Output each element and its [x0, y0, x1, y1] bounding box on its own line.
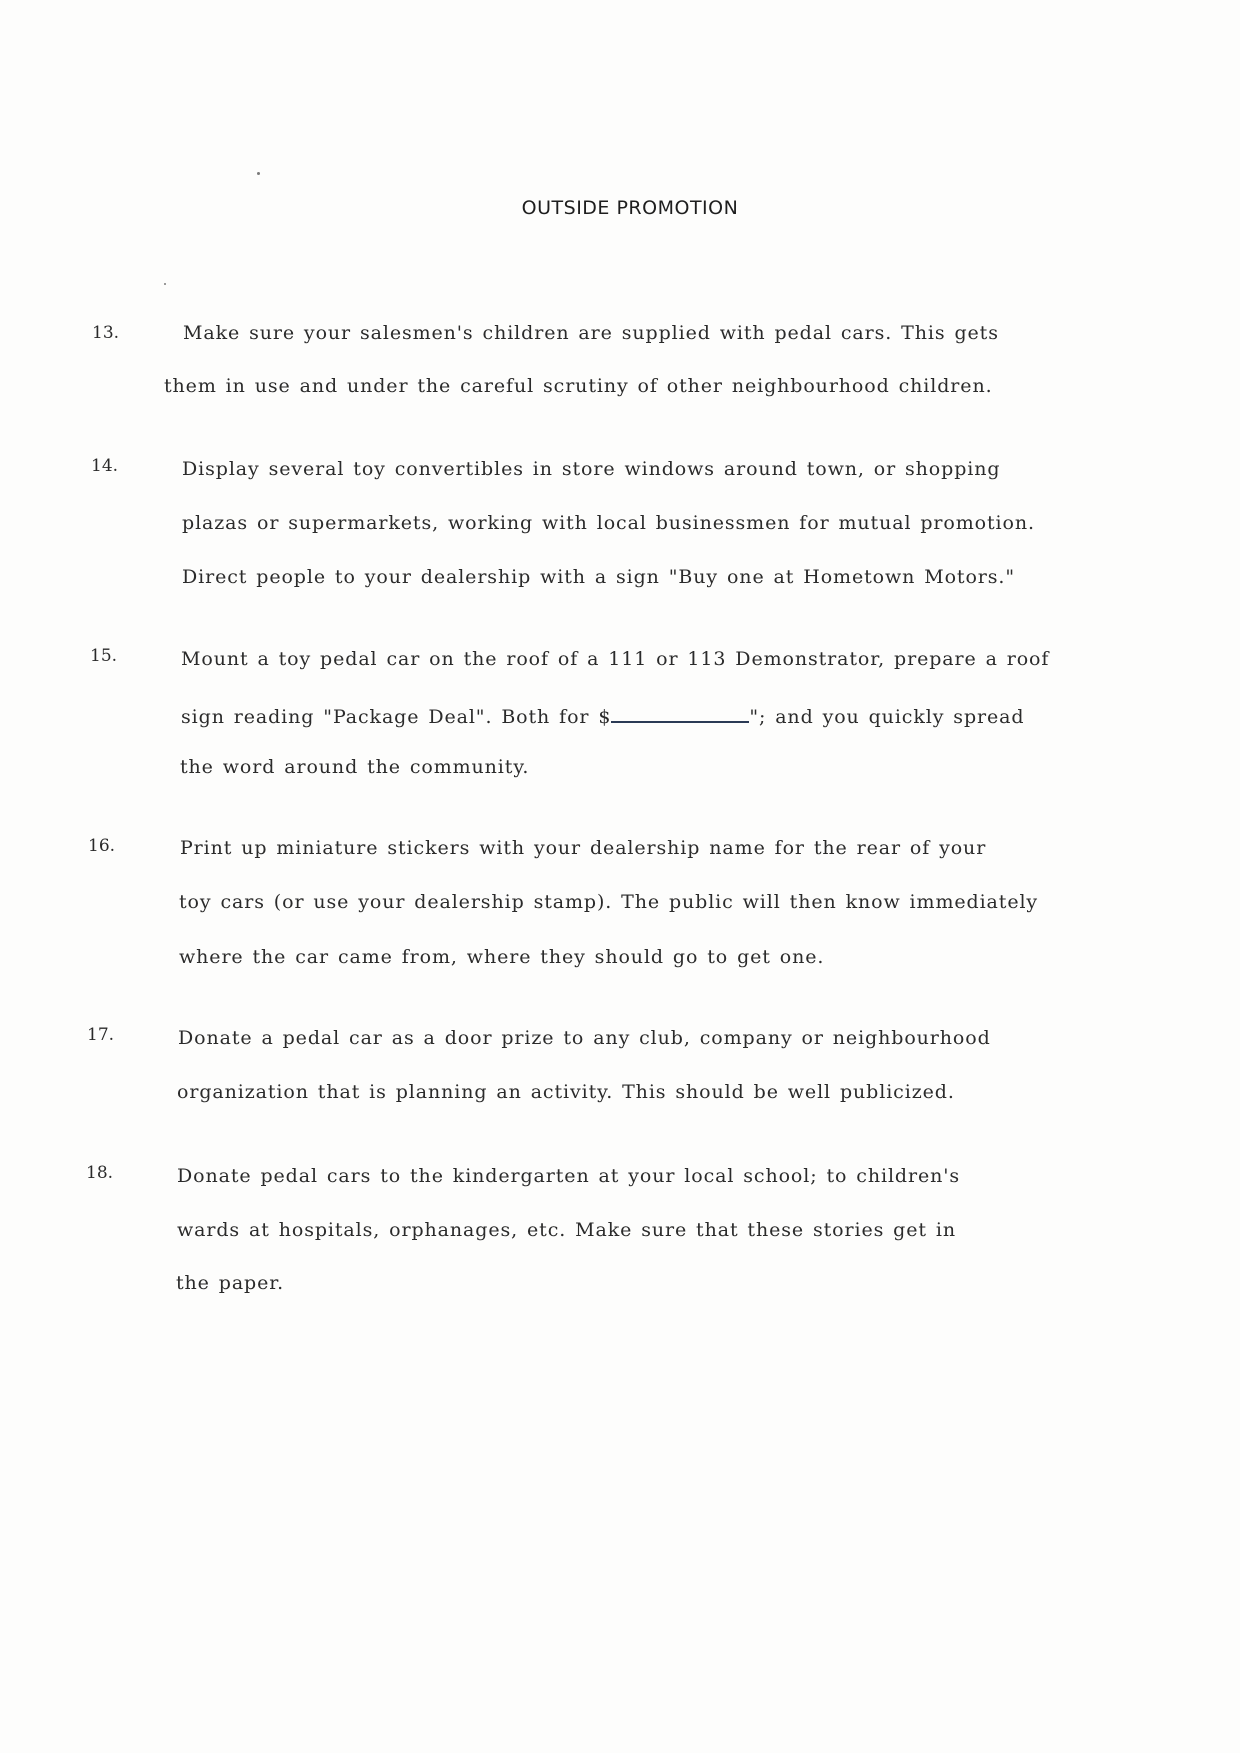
- item-line: [181, 703, 1024, 728]
- item-line: Donate pedal cars to the kindergarten at your local school; to children's: [177, 1165, 961, 1187]
- item-line: Display several toy convertibles in store windows around town, or shopping: [182, 458, 1001, 480]
- item-line: them in use and under the careful scrutiny of other neighbourhood children.: [164, 375, 993, 397]
- item-number: 18.: [86, 1163, 114, 1183]
- item-line: Mount a toy pedal car on the roof of a 111 or 113 Demonstrator, prepare a roof: [181, 648, 1050, 670]
- item-line: Print up miniature stickers with your dealership name for the rear of your: [180, 837, 987, 859]
- item-line: the word around the community.: [180, 756, 530, 778]
- item-line: Donate a pedal car as a door prize to any club, company or neighbourhood: [178, 1027, 991, 1049]
- item-line: where the car came from, where they should go to get one.: [179, 946, 825, 968]
- item-line: Direct people to your dealership with a sign "Buy one at Hometown Motors.": [182, 566, 1015, 588]
- paper-speck: [164, 283, 166, 285]
- item-line: plazas or supermarkets, working with local businessmen for mutual promotion.: [182, 512, 1035, 534]
- item-line: toy cars (or use your dealership stamp). The public will then know immediately: [179, 891, 1039, 913]
- page-title: OUTSIDE PROMOTION: [521, 197, 739, 219]
- item-line-part: "; and you quickly spread: [749, 706, 1025, 728]
- item-number: 14.: [91, 456, 119, 476]
- item-line-part: sign reading "Package Deal". Both for $: [181, 706, 612, 728]
- item-line: wards at hospitals, orphanages, etc. Make sure that these stories get in: [177, 1219, 956, 1241]
- item-number: 16.: [88, 836, 116, 856]
- item-number: 17.: [87, 1025, 115, 1045]
- item-number: 15.: [90, 646, 118, 666]
- price-blank: [611, 703, 749, 723]
- item-line: the paper.: [176, 1272, 285, 1294]
- paper-speck: [257, 172, 260, 175]
- item-number: 13.: [92, 323, 120, 343]
- item-line: organization that is planning an activity. This should be well publicized.: [177, 1081, 955, 1103]
- item-line: Make sure your salesmen's children are supplied with pedal cars. This gets: [183, 322, 999, 344]
